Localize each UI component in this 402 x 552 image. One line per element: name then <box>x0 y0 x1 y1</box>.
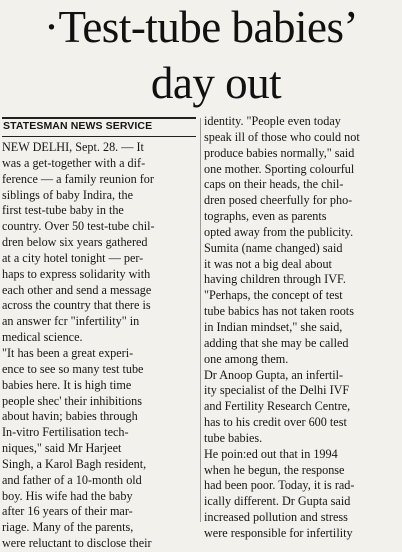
article-line: it was not a big deal about <box>204 256 332 271</box>
article-line: speak ill of those who could not <box>204 129 360 144</box>
byline-bottom-rule <box>2 136 196 137</box>
article-column-2 <box>204 114 400 542</box>
headline-line-1: ·Test-tube babies’ <box>44 2 358 52</box>
article-line: riage. Many of the parents, <box>2 520 134 535</box>
article-line: and Fertility Research Centre, <box>204 399 351 414</box>
article-line: after 16 years of their mar- <box>2 504 133 519</box>
article-line: first test-tube baby in the <box>2 203 124 218</box>
article-line: were responsible for infertility <box>204 525 353 540</box>
article-line: having children through IVF. <box>204 272 346 287</box>
byline: STATESMAN NEWS SERVICE <box>3 120 153 132</box>
article-line: each other and send a message <box>2 282 152 297</box>
article-line: adding that she may be called <box>204 335 349 350</box>
article-line: one mother. Sporting colourful <box>204 161 355 176</box>
article-line: In-vitro Fertilisation tech- <box>2 425 129 440</box>
article-line: "Perhaps, the concept of test <box>204 288 343 303</box>
article-line: produce babies normally," said <box>204 145 355 160</box>
article-line: ically different. Dr Gupta said <box>204 494 351 509</box>
article-line: one among them. <box>204 351 289 366</box>
article-line: people shec' their inhibitions <box>2 393 142 408</box>
article-line: tographs, even as parents <box>204 209 327 224</box>
article-line: increased pollution and stress <box>204 510 348 525</box>
article-line: were reluctant to disclose their <box>2 536 152 551</box>
article-line: boy. His wife had the baby <box>2 488 133 503</box>
article-line: country. Over 50 test-tube chil- <box>2 219 155 234</box>
article-line: about havin; babies through <box>2 409 138 424</box>
article-line: babies here. It is high time <box>2 377 132 392</box>
article-line: tube babies. <box>204 430 263 445</box>
article-line: an answer fcr "infertility" in <box>2 314 140 329</box>
byline-top-rule <box>2 117 196 119</box>
article-line: caps on their heads, the chil- <box>204 177 344 192</box>
article-line: in Indian mindset," she said, <box>204 319 343 334</box>
article-column-1 <box>2 140 198 552</box>
article-line: haps to express solidarity with <box>2 266 151 281</box>
article-line: siblings of baby Indira, the <box>2 187 133 202</box>
article-line: NEW DELHI, Sept. 28. — It <box>2 140 144 154</box>
article-line: Singh, a Karol Bagh resident, <box>2 456 147 471</box>
article-line: at a city hotel tonight — per- <box>2 250 144 265</box>
article-line: dren below six years gathered <box>2 235 148 250</box>
article-line: across the country that there is <box>2 298 151 313</box>
article-line: tube babics has not taken roots <box>204 304 354 319</box>
article-line: "It has been a great experi- <box>2 345 134 360</box>
article-line: when he begun, the response <box>204 462 345 477</box>
article-line: ference — a family reunion for <box>2 171 154 186</box>
article-line: opted away from the publicity. <box>204 224 354 239</box>
article-line: He poin:ed out that in 1994 <box>204 446 338 461</box>
column-divider <box>200 118 201 522</box>
article-line: medical science. <box>2 330 83 345</box>
article-line: ence to see so many test tube <box>2 361 144 376</box>
article-line: Dr Anoop Gupta, an infertil- <box>204 367 344 382</box>
article-line: identity. "People even today <box>204 114 341 128</box>
article-line: and father of a 10-month old <box>2 472 142 487</box>
article-line: ity specialist of the Delhi IVF <box>204 383 350 398</box>
headline-line-2: day out <box>150 58 282 108</box>
article-line: had been poor. Today, it is rad- <box>204 478 355 493</box>
article-line: dren posed cheerfully for pho- <box>204 193 353 208</box>
article-line: Sumita (name changed) said <box>204 240 343 255</box>
article-line: was a get-together with a dif- <box>2 155 146 170</box>
article-line: has to his credit over 600 test <box>204 415 347 430</box>
article-line: niques," said Mr Harjeet <box>2 441 122 456</box>
